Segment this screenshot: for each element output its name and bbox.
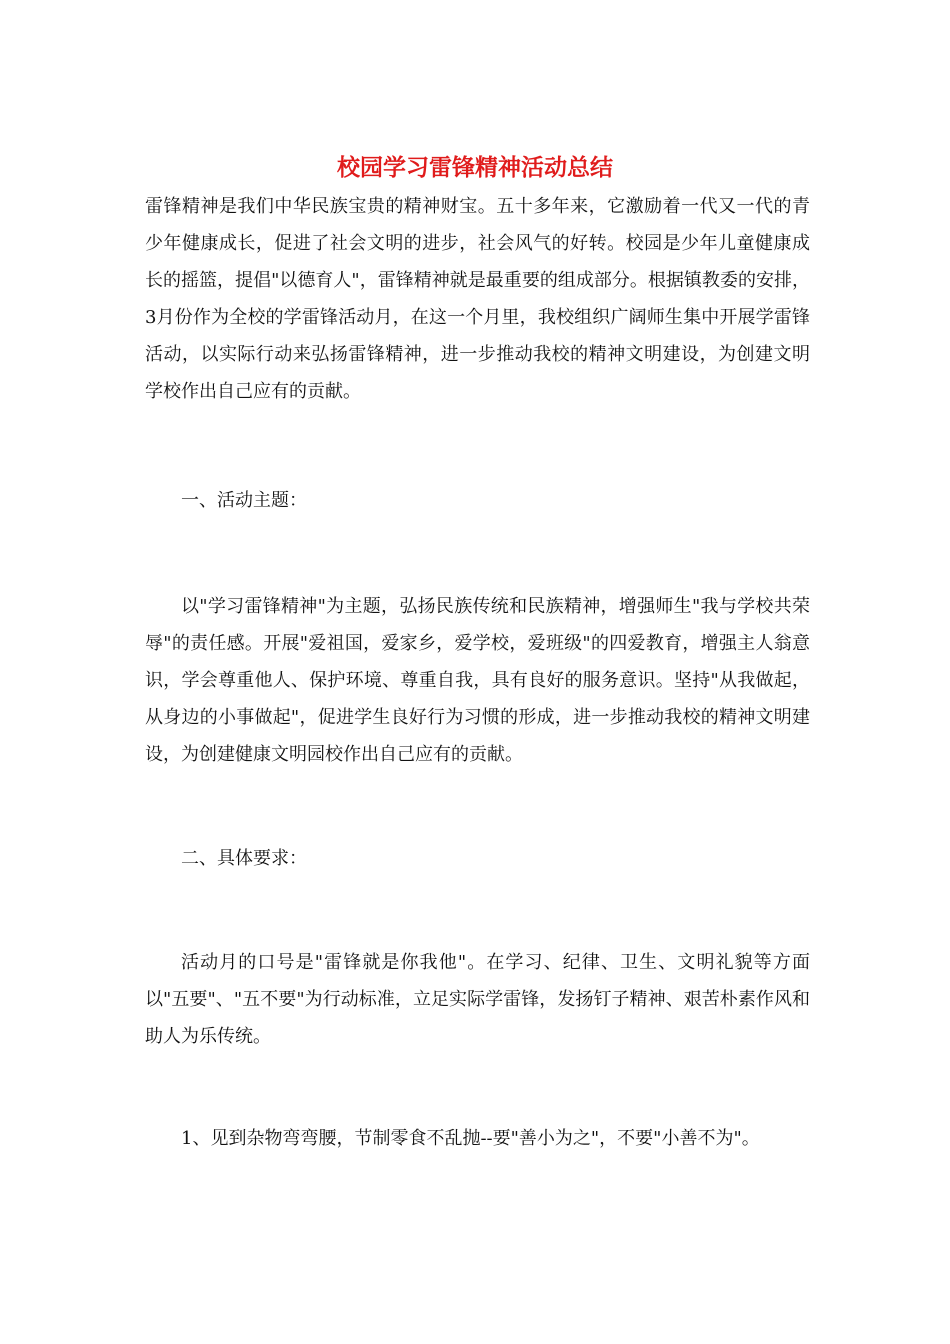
list-item: 1、见到杂物弯弯腰，节制零食不乱抛--要"善小为之"，不要"小善不为"。 (181, 1128, 760, 1149)
requirements-paragraph: 活动月的口号是"雷锋就是你我他"。在学习、纪律、卫生、文明礼貌等方面以"五要"、"五不要"为行动标准，立足实际学雷锋，发扬钉子精神、艰苦朴素作风和助人为乐传统。 (145, 952, 810, 1047)
intro-paragraph: 雷锋精神是我们中华民族宝贵的精神财宝。五十多年来，它激励着一代又一代的青少年健康成长，促进了社会文明的进步，社会风气的好转。校园是少年儿童健康成长的摇篮，提倡"以德育人"，雷锋精神就是最重要的组成部分。根据镇教委的安排，3月份作为全校的学雷锋活动月，在这一个月里，我校组织广阔师生集中开展学雷锋活动，以实际行动来弘扬雷锋精神，进一步推动我校的精神文明建设，为创建文明学校作出自己应有的贡献。 (145, 196, 810, 402)
theme-paragraph: 以"学习雷锋精神"为主题，弘扬民族传统和民族精神，增强师生"我与学校共荣辱"的责任感。开展"爱祖国，爱家乡，爱学校，爱班级"的四爱教育，增强主人翁意识，学会尊重他人、保护环境、尊重自我，具有良好的服务意识。坚持"从我做起，从身边的小事做起"，促进学生良好行为习惯的形成，进一步推动我校的精神文明建设，为创建健康文明园校作出自己应有的贡献。 (145, 596, 810, 765)
section-heading-theme: 一、活动主题： (181, 490, 307, 511)
section-heading-requirements: 二、具体要求： (181, 848, 307, 869)
document-title: 校园学习雷锋精神活动总结 (337, 154, 613, 181)
